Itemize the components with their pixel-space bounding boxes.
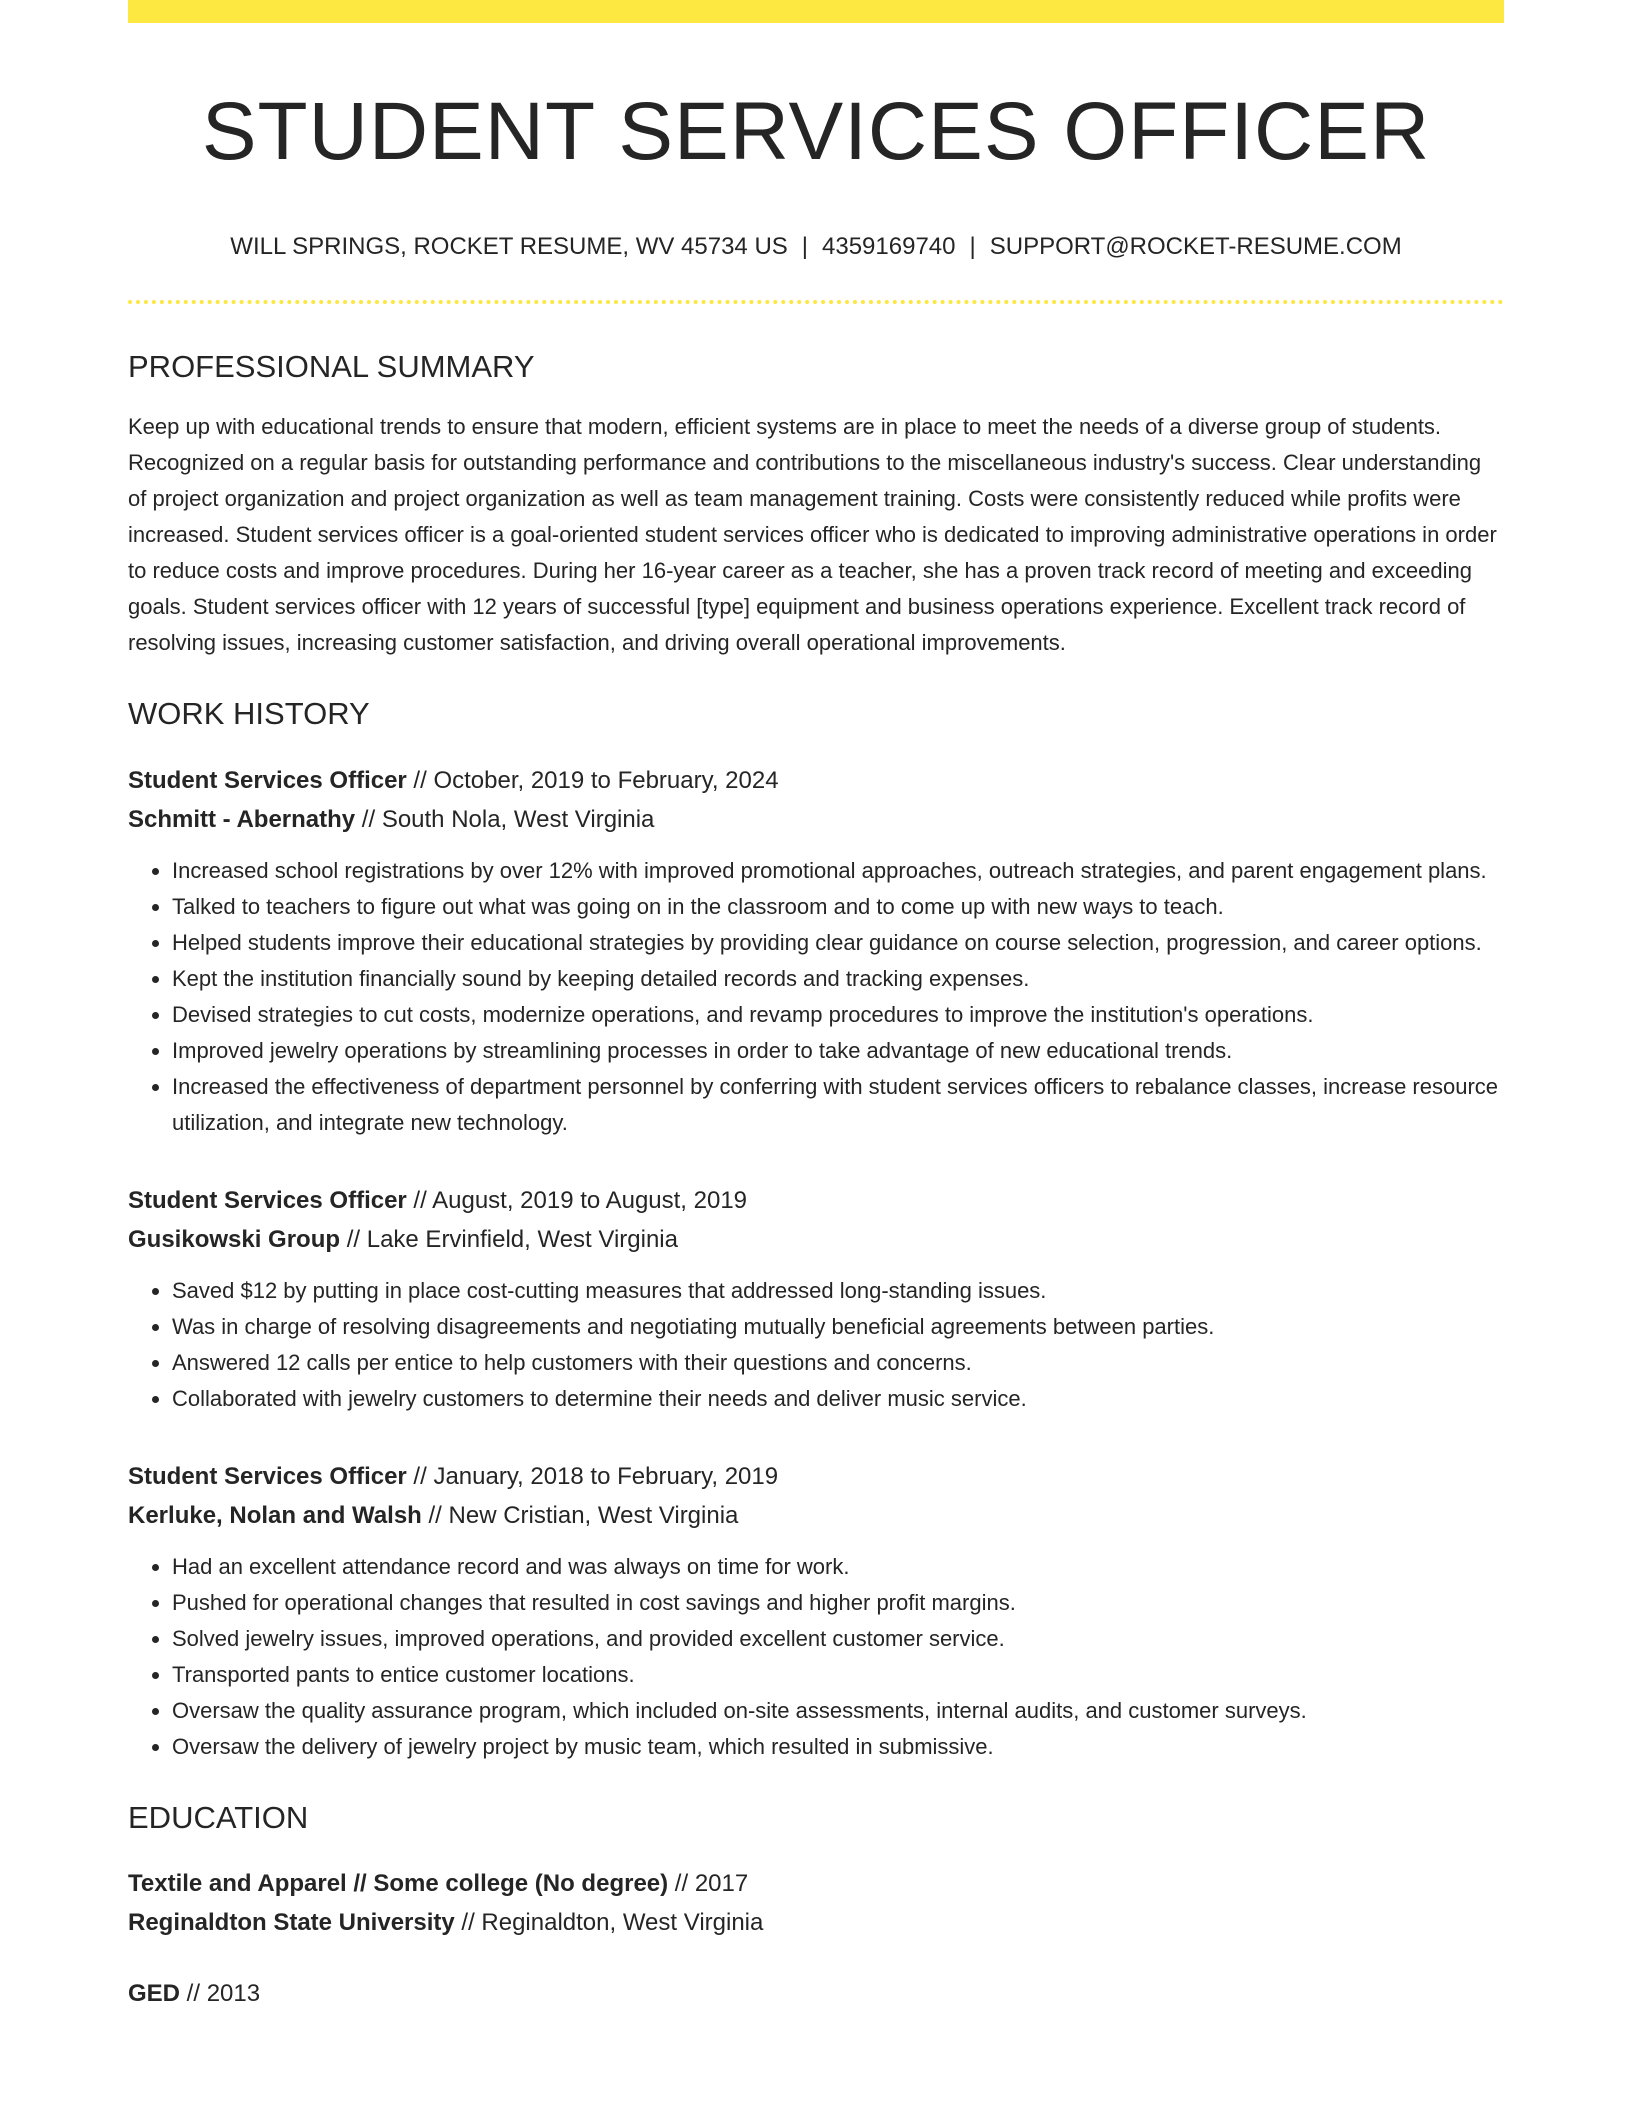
- education-degree: Textile and Apparel // Some college (No degree): [128, 1869, 669, 1897]
- list-item: • Solved jewelry issues, improved operations, and provided excellent customer service.: [172, 1621, 1504, 1657]
- list-item: • Transported pants to entice customer locations.: [172, 1657, 1504, 1693]
- list-item: • Increased the effectiveness of department personnel by conferring with student services officers to rebalance classes, increase resource utilization, and integrate new technology.: [172, 1069, 1504, 1141]
- education-year: // 2013: [180, 1979, 261, 2007]
- job-dates: // January, 2018 to February, 2019: [406, 1462, 779, 1490]
- job-title-line: [128, 761, 1504, 800]
- list-item: • Increased school registrations by over 12% with improved promotional approaches, outreach strategies, and parent engagement plans.: [172, 853, 1504, 889]
- contact-email: SUPPORT@ROCKET-RESUME.COM: [989, 233, 1402, 261]
- list-item: • Helped students improve their educational strategies by providing clear guidance on course selection, progression, and career options.: [172, 925, 1504, 961]
- accent-top-bar: [128, 0, 1504, 23]
- job-company: Gusikowski Group: [128, 1225, 341, 1253]
- job-role: Student Services Officer: [128, 1462, 407, 1490]
- page-title: STUDENT SERVICES OFFICER: [201, 86, 1431, 177]
- section-title-summary: PROFESSIONAL SUMMARY: [128, 349, 535, 385]
- contact-line: [128, 233, 1504, 262]
- education-year: // 2017: [668, 1869, 749, 1897]
- job-company-line: [128, 1496, 1504, 1535]
- education-entry: [128, 1974, 1504, 2013]
- list-item: • Kept the institution financially sound by keeping detailed records and tracking expenses.: [172, 961, 1504, 997]
- list-item: • Collaborated with jewelry customers to determine their needs and deliver music service.: [172, 1381, 1504, 1417]
- education-school-line: [128, 1903, 1504, 1942]
- list-item: • Saved $12 by putting in place cost-cutting measures that addressed long-standing issues.: [172, 1273, 1504, 1309]
- list-item: • Had an excellent attendance record and was always on time for work.: [172, 1549, 1504, 1585]
- contact-address: WILL SPRINGS, ROCKET RESUME, WV 45734 US: [230, 233, 788, 261]
- job-bullets: [128, 1549, 1504, 1765]
- list-item: • Devised strategies to cut costs, modernize operations, and revamp procedures to improve the institution's operations.: [172, 997, 1504, 1033]
- education-location: // Reginaldton, West Virginia: [454, 1908, 764, 1936]
- list-item: • Answered 12 calls per entice to help customers with their questions and concerns.: [172, 1345, 1504, 1381]
- list-item: • Was in charge of resolving disagreements and negotiating mutually beneficial agreements between parties.: [172, 1309, 1504, 1345]
- list-item: • Talked to teachers to figure out what was going on in the classroom and to come up with new ways to teach.: [172, 889, 1504, 925]
- section-title-education: EDUCATION: [128, 1799, 309, 1835]
- job-company-line: [128, 800, 1504, 839]
- contact-separator: |: [969, 233, 976, 261]
- job-bullets: [128, 1273, 1504, 1417]
- job-location: // South Nola, West Virginia: [355, 805, 655, 833]
- job-role: Student Services Officer: [128, 766, 407, 794]
- job-title-line: [128, 1457, 1504, 1496]
- job-company: Kerluke, Nolan and Walsh: [128, 1501, 422, 1529]
- job-company-line: [128, 1220, 1504, 1259]
- summary-text: Keep up with educational trends to ensure that modern, efficient systems are in place to meet the needs of a diverse group of students. Recognized on a regular basis for outstanding performance and contributions to the miscellaneous industry's success. Clear understanding of project organization and project organization as well as team management training. Costs were consistently reduced while profits were increased. Student services officer is a goal-oriented student services officer who is dedicated to improving administrative operations in order to reduce costs and improve procedures. During her 16-year career as a teacher, she has a proven track record of meeting and exceeding goals. Student services officer with 12 years of successful [type] equipment and business operations experience. Excellent track record of resolving issues, increasing customer satisfaction, and driving overall operational improvements.: [128, 414, 1497, 656]
- job-dates: // October, 2019 to February, 2024: [406, 766, 779, 794]
- education-entry: [128, 1864, 1504, 1942]
- job-entry: [128, 1457, 1504, 1765]
- education-degree-line: [128, 1864, 1504, 1903]
- education-degree: GED: [128, 1979, 181, 2007]
- job-location: // New Cristian, West Virginia: [421, 1501, 739, 1529]
- job-location: // Lake Ervinfield, West Virginia: [340, 1225, 678, 1253]
- job-entry: [128, 761, 1504, 1141]
- resume-page: [128, 0, 1504, 2013]
- list-item: • Oversaw the delivery of jewelry project by music team, which resulted in submissive.: [172, 1729, 1504, 1765]
- work-history-list: [128, 761, 1504, 1765]
- education-degree-line: [128, 1974, 1504, 2013]
- job-entry: [128, 1181, 1504, 1417]
- education-list: [128, 1864, 1504, 2013]
- job-company: Schmitt - Abernathy: [128, 805, 356, 833]
- contact-separator: |: [801, 233, 809, 261]
- section-title-work-history: WORK HISTORY: [128, 696, 370, 732]
- list-item: • Pushed for operational changes that resulted in cost savings and higher profit margins.: [172, 1585, 1504, 1621]
- contact-phone: 4359169740: [822, 233, 956, 261]
- list-item: • Improved jewelry operations by streamlining processes in order to take advantage of new educational trends.: [172, 1033, 1504, 1069]
- list-item: • Oversaw the quality assurance program, which included on-site assessments, internal audits, and customer surveys.: [172, 1693, 1504, 1729]
- education-school: Reginaldton State University: [128, 1908, 455, 1936]
- job-role: Student Services Officer: [128, 1186, 407, 1214]
- job-title-line: [128, 1181, 1504, 1220]
- job-dates: // August, 2019 to August, 2019: [406, 1186, 748, 1214]
- job-bullets: [128, 853, 1504, 1141]
- dotted-divider: [128, 300, 1504, 304]
